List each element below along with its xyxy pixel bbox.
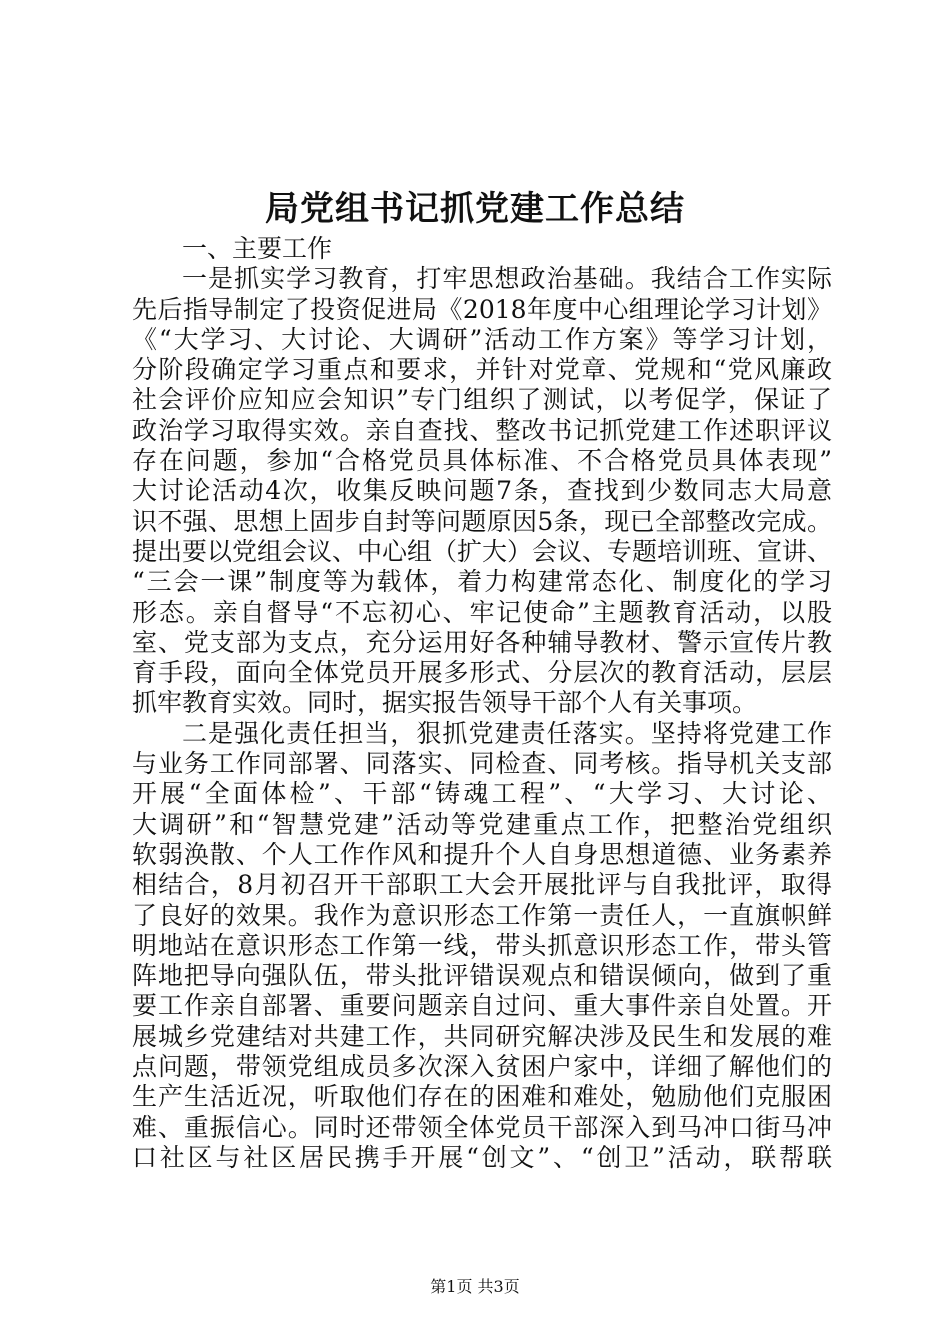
section-heading: 一、主要工作 [182,234,333,263]
paragraph-line: 识不强、思想上固步自封等问题原因5条，现已全部整改完成。 [132,506,832,536]
paragraph-line: 阵地把导向强队伍，带头批评错误观点和错误倾向，做到了重 [132,961,832,991]
document-body [132,234,832,1173]
paragraph-line: 育手段，面向全体党员开展多形式、分层次的教育活动，层层 [132,658,832,688]
paragraph-line: 软弱涣散、个人工作作风和提升个人自身思想道德、业务素养 [132,839,832,869]
paragraph-line: 存在问题，参加“合格党员具体标准、不合格党员具体表现” [132,446,832,476]
paragraph-line: 室、党支部为支点，充分运用好各种辅导教材、警示宣传片教 [132,627,832,657]
paragraph-line: 《“大学习、大讨论、大调研”活动工作方案》等学习计划， [132,324,832,354]
paragraph-line: 形态。亲自督导“不忘初心、牢记使命”主题教育活动，以股 [132,597,832,627]
paragraph-line: 抓牢教育实效。同时，据实报告领导干部个人有关事项。 [132,688,758,718]
paragraph-line: 与业务工作同部署、同落实、同检查、同考核。指导机关支部 [132,749,832,779]
paragraph-line: “三会一课”制度等为载体，着力构建常态化、制度化的学习 [132,567,832,597]
paragraph-line: 社会评价应知应会知识”专门组织了测试，以考促学，保证了 [132,385,832,415]
paragraph-line: 相结合，8月初召开干部职工大会开展批评与自我批评，取得 [132,870,832,900]
paragraph-line: 大调研”和“智慧党建”活动等党建重点工作，把整治党组织 [132,809,832,839]
paragraph-line: 生产生活近况，听取他们存在的困难和难处，勉励他们克服困 [132,1082,832,1112]
paragraph-line: 分阶段确定学习重点和要求，并针对党章、党规和“党风廉政 [132,355,832,385]
paragraph-line: 先后指导制定了投资促进局《2018年度中心组理论学习计划》 [132,294,832,324]
paragraph-line: 二是强化责任担当，狠抓党建责任落实。坚持将党建工作 [182,718,832,748]
paragraph-line: 明地站在意识形态工作第一线，带头抓意识形态工作，带头管 [132,930,832,960]
page-number-footer: 第1页 共3页 [430,1277,520,1296]
paragraph-line: 大讨论活动4次，收集反映问题7条，查找到少数同志大局意 [132,476,832,506]
paragraph-line: 点问题，带领党组成员多次深入贫困户家中，详细了解他们的 [132,1052,832,1082]
paragraph-line: 提出要以党组会议、中心组（扩大）会议、专题培训班、宣讲、 [132,536,832,566]
paragraph-line: 展城乡党建结对共建工作，共同研究解决涉及民生和发展的难 [132,1021,832,1051]
paragraph-line: 难、重振信心。同时还带领全体党员干部深入到马冲口街马冲 [132,1112,832,1142]
paragraph-line: 了良好的效果。我作为意识形态工作第一责任人，一直旗帜鲜 [132,900,832,930]
paragraph-line: 政治学习取得实效。亲自查找、整改书记抓党建工作述职评议 [132,415,832,445]
paragraph-line: 要工作亲自部署、重要问题亲自过问、重大事件亲自处置。开 [132,991,832,1021]
document-title: 局党组书记抓党建工作总结 [265,189,685,229]
paragraph-line: 开展“全面体检”、干部“铸魂工程”、“大学习、大讨论、 [132,779,832,809]
paragraph-line: 口社区与社区居民携手开展“创文”、“创卫”活动，联帮联 [132,1142,832,1172]
paragraph-line: 一是抓实学习教育，打牢思想政治基础。我结合工作实际 [182,264,832,294]
